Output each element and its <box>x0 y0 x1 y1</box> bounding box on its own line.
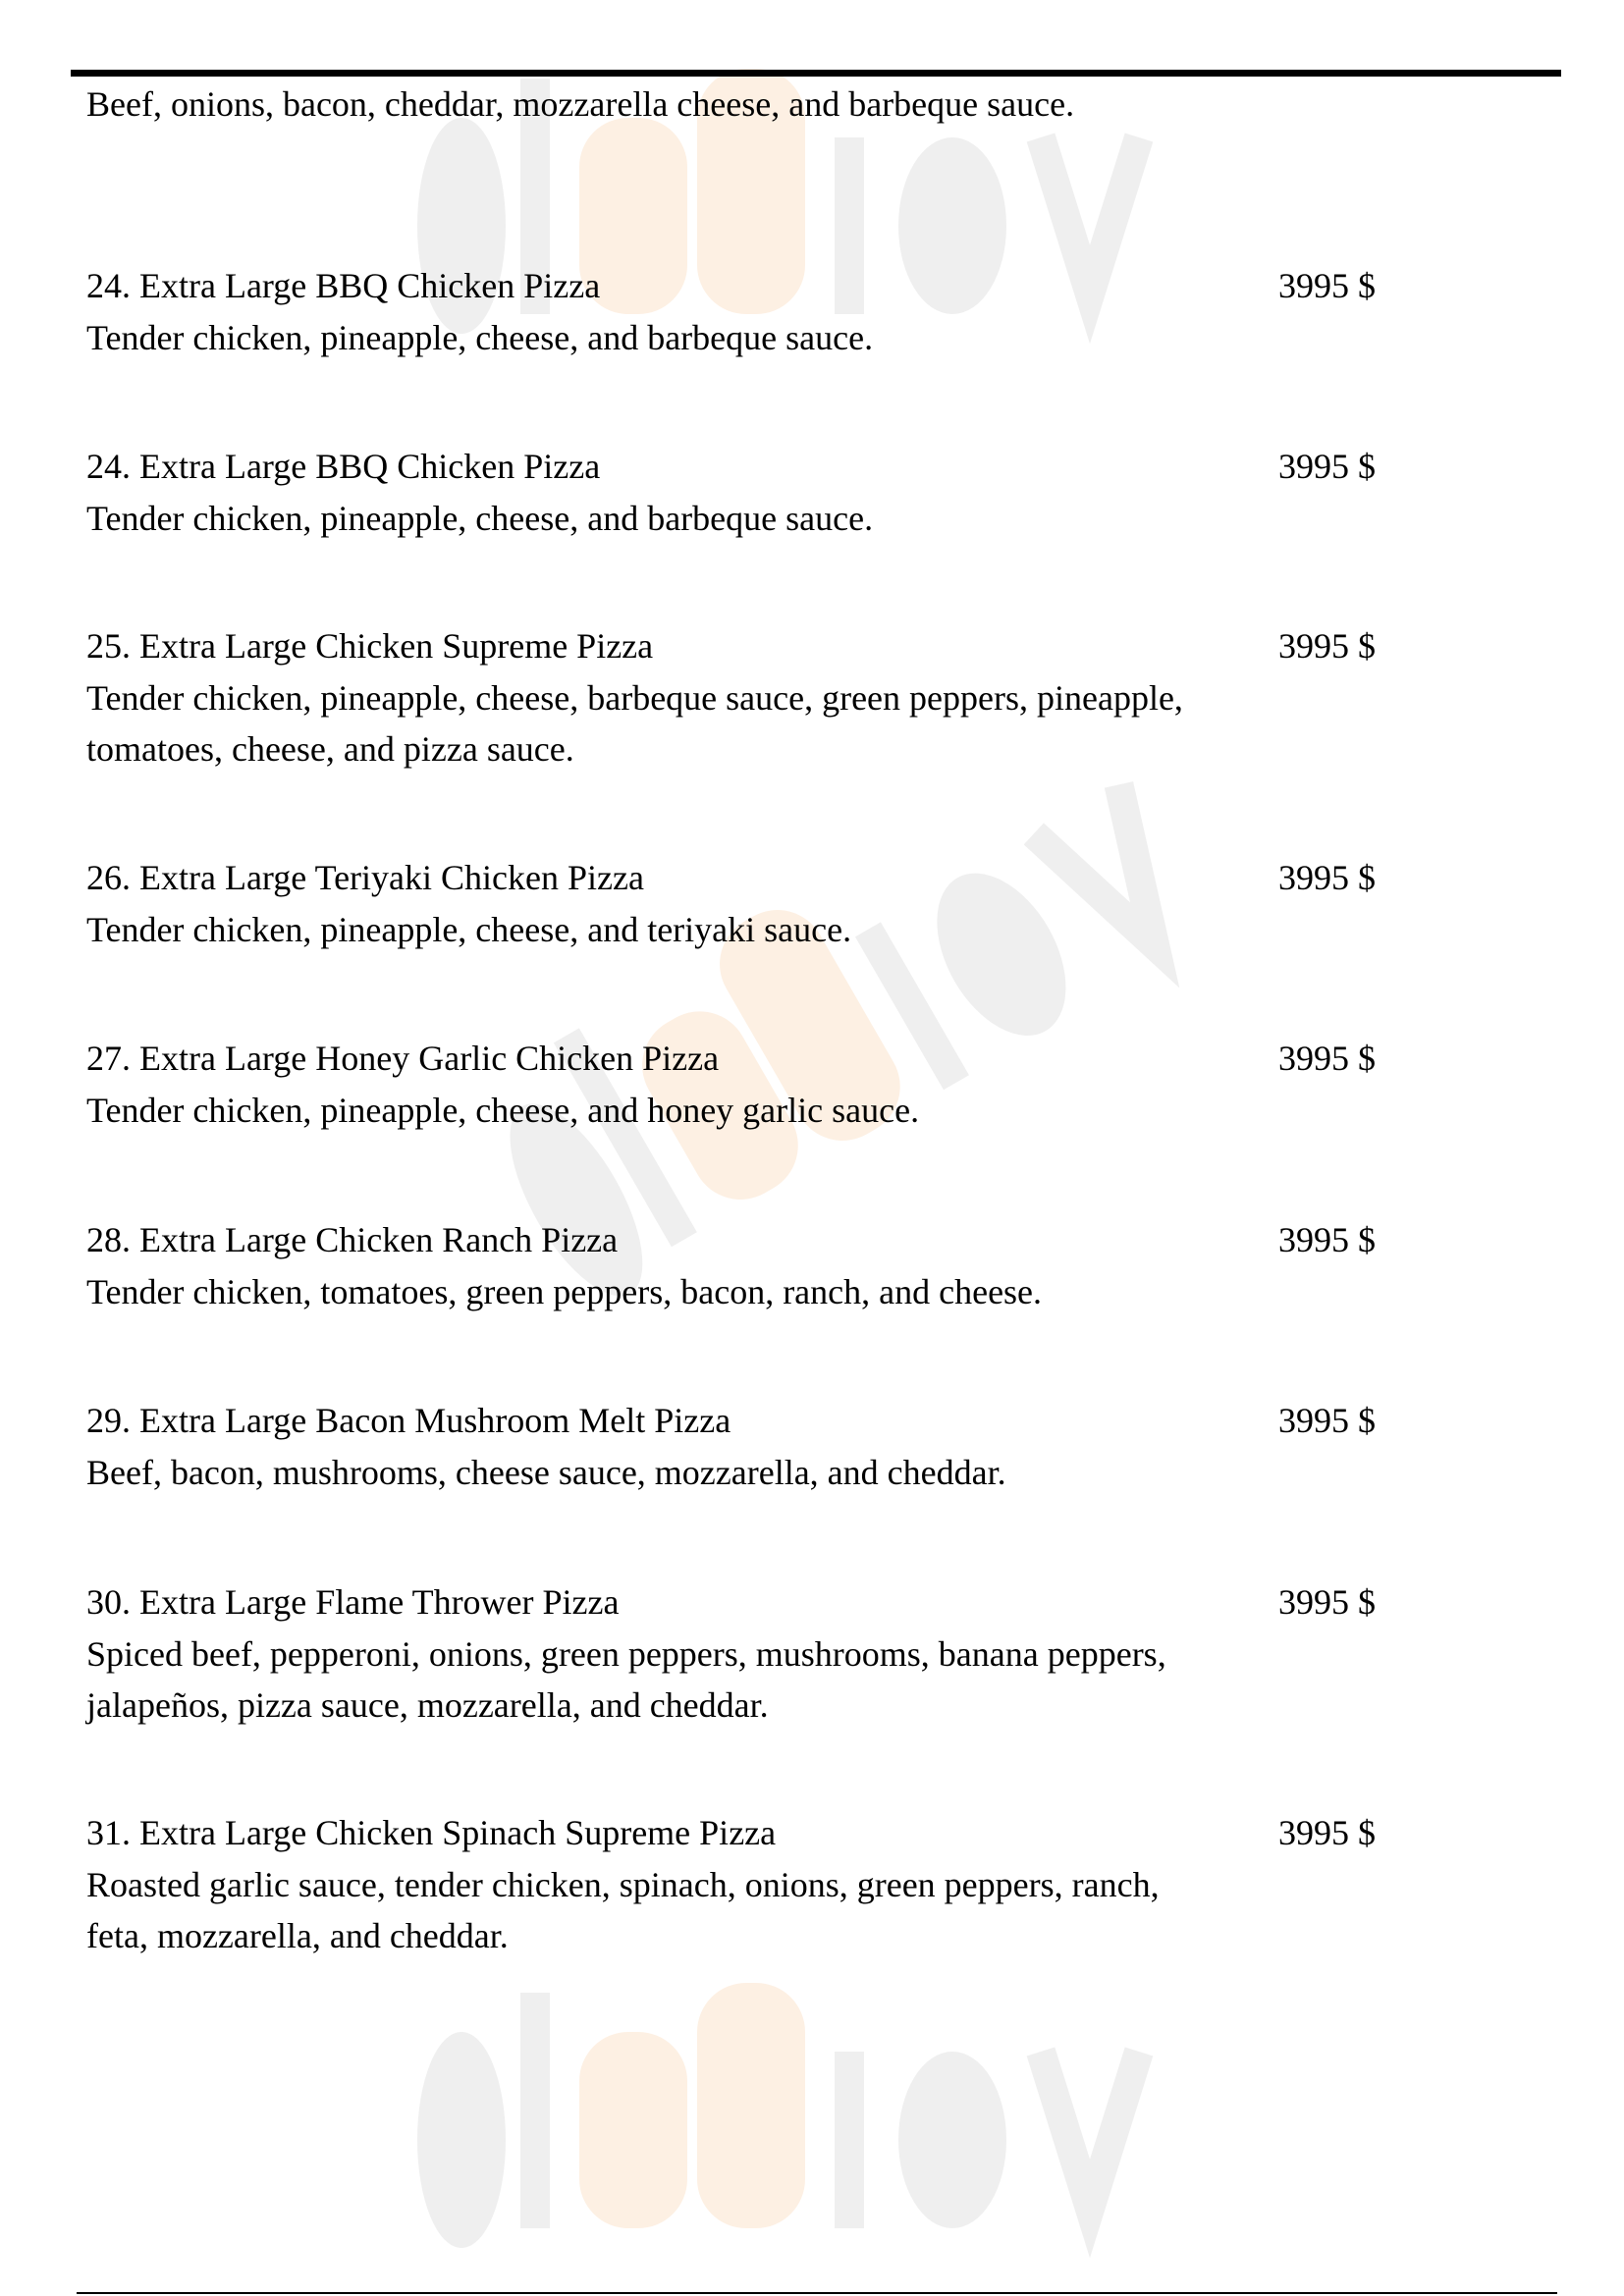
item-title: 31. Extra Large Chicken Spinach Supreme Pizza <box>86 1813 777 1852</box>
item-title: 30. Extra Large Flame Thrower Pizza <box>86 1582 620 1622</box>
watermark-logo <box>403 1973 1208 2268</box>
item-title: 29. Extra Large Bacon Mushroom Melt Pizza <box>86 1401 731 1440</box>
menu-item-continued <box>86 79 1540 131</box>
item-description: Tender chicken, pineapple, cheese, and honey garlic sauce. <box>86 1090 920 1130</box>
menu-item <box>86 852 1540 955</box>
item-title: 26. Extra Large Teriyaki Chicken Pizza <box>86 858 644 897</box>
top-divider <box>71 70 1561 77</box>
item-description: Tender chicken, pineapple, cheese, and teriyaki sauce. <box>86 909 852 949</box>
bottom-divider <box>77 2292 1557 2294</box>
item-description: Roasted garlic sauce, tender chicken, spinach, onions, green peppers, ranch, feta, mozzarella, and cheddar. <box>86 1864 1160 1955</box>
menu-item <box>86 441 1540 544</box>
item-price: 3995 $ <box>1278 1582 1376 1622</box>
menu-item <box>86 1576 1540 1732</box>
item-price: 3995 $ <box>1278 447 1376 486</box>
menu-item <box>86 1033 1540 1136</box>
item-description: Beef, onions, bacon, cheddar, mozzarella cheese, and barbeque sauce. <box>86 84 1075 124</box>
item-title: 25. Extra Large Chicken Supreme Pizza <box>86 626 654 666</box>
item-price: 3995 $ <box>1278 266 1376 305</box>
menu-item <box>86 1395 1540 1498</box>
item-description: Beef, bacon, mushrooms, cheese sauce, mozzarella, and cheddar. <box>86 1452 1006 1492</box>
item-price: 3995 $ <box>1278 1039 1376 1078</box>
item-description: Tender chicken, tomatoes, green peppers, bacon, ranch, and cheese. <box>86 1271 1043 1311</box>
item-price: 3995 $ <box>1278 1813 1376 1852</box>
menu-item <box>86 620 1540 775</box>
menu-item <box>86 1807 1540 1962</box>
item-title: 24. Extra Large BBQ Chicken Pizza <box>86 266 601 305</box>
item-price: 3995 $ <box>1278 858 1376 897</box>
item-description: Tender chicken, pineapple, cheese, and barbeque sauce. <box>86 317 874 357</box>
item-title: 24. Extra Large BBQ Chicken Pizza <box>86 447 601 486</box>
item-title: 28. Extra Large Chicken Ranch Pizza <box>86 1220 619 1259</box>
item-price: 3995 $ <box>1278 1401 1376 1440</box>
menu-item <box>86 1214 1540 1317</box>
item-title: 27. Extra Large Honey Garlic Chicken Pizza <box>86 1039 720 1078</box>
item-price: 3995 $ <box>1278 626 1376 666</box>
menu-item <box>86 260 1540 363</box>
item-description: Tender chicken, pineapple, cheese, barbeque sauce, green peppers, pineapple, tomatoes, cheese, and pizza sauce. <box>86 677 1183 769</box>
item-description: Spiced beef, pepperoni, onions, green peppers, mushrooms, banana peppers, jalapeños, pizza sauce, mozzarella, and cheddar. <box>86 1633 1166 1725</box>
item-price: 3995 $ <box>1278 1220 1376 1259</box>
item-description: Tender chicken, pineapple, cheese, and barbeque sauce. <box>86 498 874 538</box>
